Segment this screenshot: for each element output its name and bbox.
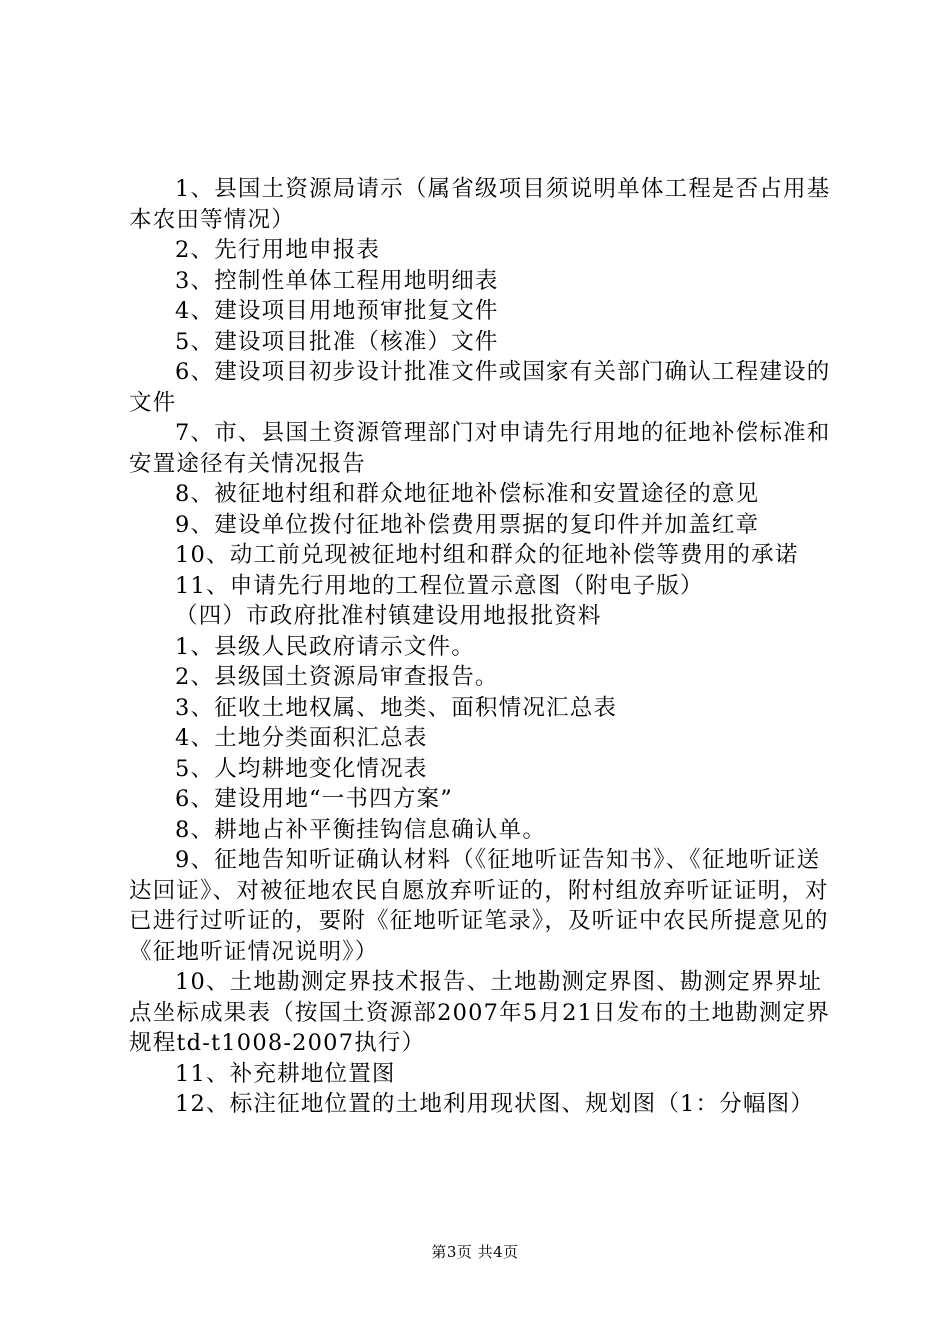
paragraph: 5、人均耕地变化情况表 bbox=[175, 755, 428, 782]
paragraph: 5、建设项目批准（核准）文件 bbox=[175, 328, 499, 355]
paragraph: 9、建设单位拨付征地补偿费用票据的复印件并加盖红章 bbox=[175, 511, 760, 538]
paragraph: 3、征收土地权属、地类、面积情况汇总表 bbox=[175, 694, 618, 721]
paragraph: 8、被征地村组和群众地征地补偿标准和安置途径的意见 bbox=[175, 481, 760, 507]
paragraph: 4、建设项目用地预审批复文件 bbox=[175, 298, 499, 324]
document-body bbox=[129, 174, 834, 1120]
paragraph: 11、申请先行用地的工程位置示意图（附电子版） bbox=[175, 572, 704, 599]
paragraph: 9、征地告知听证确认材料（《征地听证告知书》、《征地听证送达回证》、对被征地农民自愿放弃听证的，附村组放弃听证证明，对已进行过听证的，要附《征地听证笔录》，及听证中农民所提意见的《征地听证情况说明》） bbox=[129, 847, 829, 965]
paragraph: 2、先行用地申报表 bbox=[175, 237, 381, 263]
paragraph: 10、土地勘测定界技术报告、土地勘测定界图、勘测定界界址点坐标成果表（按国土资源部2007年5月21日发布的土地勘测定界规程td-t1008-2007执行） bbox=[129, 969, 831, 1056]
paragraph: 2、县级国土资源局审查报告。 bbox=[175, 664, 499, 690]
paragraph: 8、耕地占补平衡挂钩信息确认单。 bbox=[175, 816, 547, 843]
paragraph: 6、建设项目初步设计批准文件或国家有关部门确认工程建设的文件 bbox=[129, 359, 831, 416]
paragraph: 6、建设用地“一书四方案” bbox=[175, 786, 453, 812]
paragraph: 4、土地分类面积汇总表 bbox=[175, 725, 428, 751]
page-number-footer: 第3页 共4页 bbox=[431, 1243, 519, 1261]
paragraph: 7、市、县国土资源管理部门对申请先行用地的征地补偿标准和安置途径有关情况报告 bbox=[129, 420, 831, 477]
paragraph: 1、县国土资源局请示（属省级项目须说明单体工程是否占用基本农田等情况） bbox=[129, 176, 831, 233]
paragraph: 3、控制性单体工程用地明细表 bbox=[175, 267, 499, 294]
paragraph: 11、补充耕地位置图 bbox=[175, 1060, 396, 1087]
paragraph: 10、动工前兑现被征地村组和群众的征地补偿等费用的承诺 bbox=[175, 542, 799, 568]
paragraph: 12、标注征地位置的土地利用现状图、规划图（1：分幅图） bbox=[175, 1091, 815, 1117]
section-heading: （四）市政府批准村镇建设用地报批资料 bbox=[175, 603, 602, 629]
paragraph: 1、县级人民政府请示文件。 bbox=[175, 633, 475, 660]
